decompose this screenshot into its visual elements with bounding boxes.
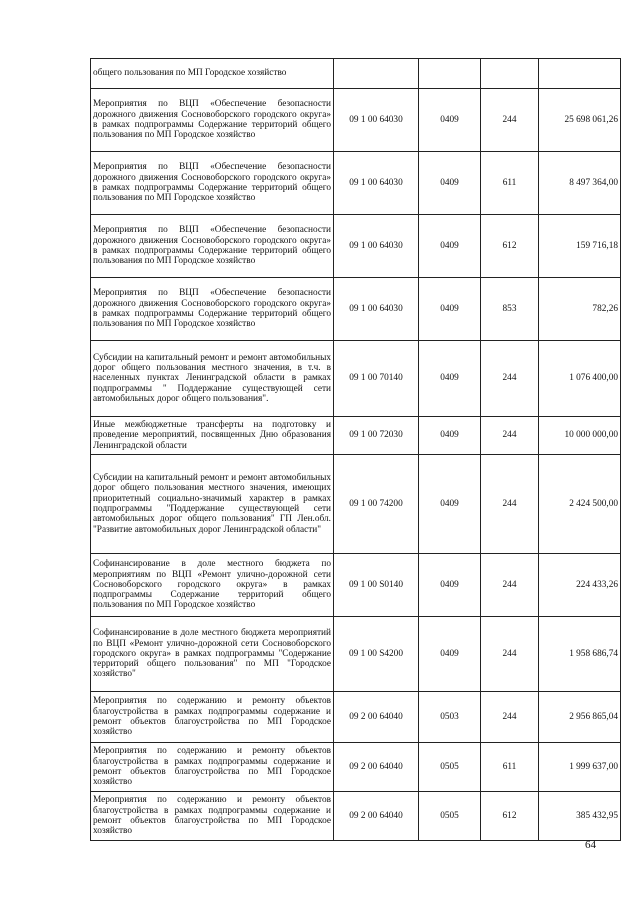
- table-row: [91, 89, 621, 152]
- target-article-code: 09 2 00 64040: [334, 692, 419, 743]
- target-article-code: 09 1 00 70140: [334, 341, 419, 417]
- section-code: 0409: [419, 617, 481, 692]
- amount: [539, 59, 621, 89]
- amount: 385 432,95: [539, 792, 621, 841]
- row-description: Мероприятия по ВЦП «Обеспечение безопасности дорожного движения Сосновоборского городского округа» в рамках подпрограммы Содержание территорий общего пользования по МП Городское хозяйство: [91, 89, 334, 152]
- target-article-code: 09 1 00 64030: [334, 89, 419, 152]
- amount: 1 999 637,00: [539, 743, 621, 792]
- row-description: Иные межбюджетные трансферты на подготовку и проведение мероприятий, посвященных Дню образования Ленинградской области: [91, 417, 334, 455]
- expense-type-code: 244: [481, 554, 539, 617]
- table-row: [91, 417, 621, 455]
- table-row: [91, 215, 621, 278]
- row-description: Софинансирование в доле местного бюджета по мероприятиям по ВЦП «Ремонт улично-дорожной сети Сосновоборского городского округа» в рамках подпрограммы Содержание территорий общего пользования по МП Городское хозяйство: [91, 554, 334, 617]
- expense-type-code: 244: [481, 617, 539, 692]
- expense-type-code: 244: [481, 455, 539, 554]
- amount: 782,26: [539, 278, 621, 341]
- target-article-code: 09 1 00 64030: [334, 278, 419, 341]
- table-row: [91, 341, 621, 417]
- amount: 2 424 500,00: [539, 455, 621, 554]
- section-code: 0505: [419, 743, 481, 792]
- expense-type-code: 244: [481, 692, 539, 743]
- table-row: [91, 792, 621, 841]
- expense-type-code: 611: [481, 743, 539, 792]
- amount: 25 698 061,26: [539, 89, 621, 152]
- row-description: Мероприятия по ВЦП «Обеспечение безопасности дорожного движения Сосновоборского городского округа» в рамках подпрограммы Содержание территорий общего пользования по МП Городское хозяйство: [91, 215, 334, 278]
- section-code: 0505: [419, 792, 481, 841]
- section-code: 0409: [419, 554, 481, 617]
- amount: 1 076 400,00: [539, 341, 621, 417]
- table-row: [91, 743, 621, 792]
- amount: 8 497 364,00: [539, 152, 621, 215]
- table-row: [91, 692, 621, 743]
- target-article-code: 09 1 00 64030: [334, 215, 419, 278]
- table-row: [91, 59, 621, 89]
- expense-type-code: 244: [481, 417, 539, 455]
- section-code: 0409: [419, 152, 481, 215]
- section-code: 0409: [419, 278, 481, 341]
- amount: 159 716,18: [539, 215, 621, 278]
- target-article-code: 09 1 00 S0140: [334, 554, 419, 617]
- table-row: [91, 278, 621, 341]
- target-article-code: [334, 59, 419, 89]
- expense-type-code: 612: [481, 792, 539, 841]
- row-description: Мероприятия по содержанию и ремонту объектов благоустройства в рамках подпрограммы содержание и ремонт объектов благоустройства по МП Городское хозяйство: [91, 743, 334, 792]
- row-description: Мероприятия по содержанию и ремонту объектов благоустройства в рамках подпрограммы содержание и ремонт объектов благоустройства по МП Городское хозяйство: [91, 692, 334, 743]
- section-code: 0409: [419, 89, 481, 152]
- section-code: 0409: [419, 455, 481, 554]
- target-article-code: 09 2 00 64040: [334, 743, 419, 792]
- target-article-code: 09 1 00 64030: [334, 152, 419, 215]
- section-code: 0409: [419, 417, 481, 455]
- section-code: 0409: [419, 215, 481, 278]
- amount: 224 433,26: [539, 554, 621, 617]
- row-description: Софинансирование в доле местного бюджета мероприятий по ВЦП «Ремонт улично-дорожной сети Сосновоборского городского округа» в рамках подпрограммы "Содержание территорий общего пользования" по МП "Городское хозяйство": [91, 617, 334, 692]
- target-article-code: 09 1 00 72030: [334, 417, 419, 455]
- table-row: [91, 617, 621, 692]
- budget-table: [90, 58, 621, 841]
- expense-type-code: [481, 59, 539, 89]
- section-code: [419, 59, 481, 89]
- target-article-code: 09 1 00 74200: [334, 455, 419, 554]
- row-description: Субсидии на капитальный ремонт и ремонт автомобильных дорог общего пользования местного значения, в т.ч. в населенных пунктах Ленинградской области в рамках подпрограммы " Поддержание существующей сети автомобильных дорог общего пользования".: [91, 341, 334, 417]
- row-description: Мероприятия по ВЦП «Обеспечение безопасности дорожного движения Сосновоборского городского округа» в рамках подпрограммы Содержание территорий общего пользования по МП Городское хозяйство: [91, 152, 334, 215]
- expense-type-code: 244: [481, 89, 539, 152]
- expense-type-code: 853: [481, 278, 539, 341]
- row-description: общего пользования по МП Городское хозяйство: [91, 59, 334, 89]
- amount: 10 000 000,00: [539, 417, 621, 455]
- target-article-code: 09 2 00 64040: [334, 792, 419, 841]
- section-code: 0503: [419, 692, 481, 743]
- expense-type-code: 612: [481, 215, 539, 278]
- table-row: [91, 152, 621, 215]
- section-code: 0409: [419, 341, 481, 417]
- row-description: Мероприятия по ВЦП «Обеспечение безопасности дорожного движения Сосновоборского городского округа» в рамках подпрограммы Содержание территорий общего пользования по МП Городское хозяйство: [91, 278, 334, 341]
- page-number: 64: [585, 839, 596, 851]
- expense-type-code: 244: [481, 341, 539, 417]
- row-description: Мероприятия по содержанию и ремонту объектов благоустройства в рамках подпрограммы содержание и ремонт объектов благоустройства по МП Городское хозяйство: [91, 792, 334, 841]
- table-row: [91, 554, 621, 617]
- table-row: [91, 455, 621, 554]
- row-description: Субсидии на капитальный ремонт и ремонт автомобильных дорог общего пользования местного значения, имеющих приоритетный социально-значимый характер в рамках подпрограммы "Поддержание существующей сети автомобильных дорог общего пользования" ГП Лен.обл. "Развитие автомобильных дорог Ленинградской области": [91, 455, 334, 554]
- expense-type-code: 611: [481, 152, 539, 215]
- amount: 1 958 686,74: [539, 617, 621, 692]
- target-article-code: 09 1 00 S4200: [334, 617, 419, 692]
- amount: 2 956 865,04: [539, 692, 621, 743]
